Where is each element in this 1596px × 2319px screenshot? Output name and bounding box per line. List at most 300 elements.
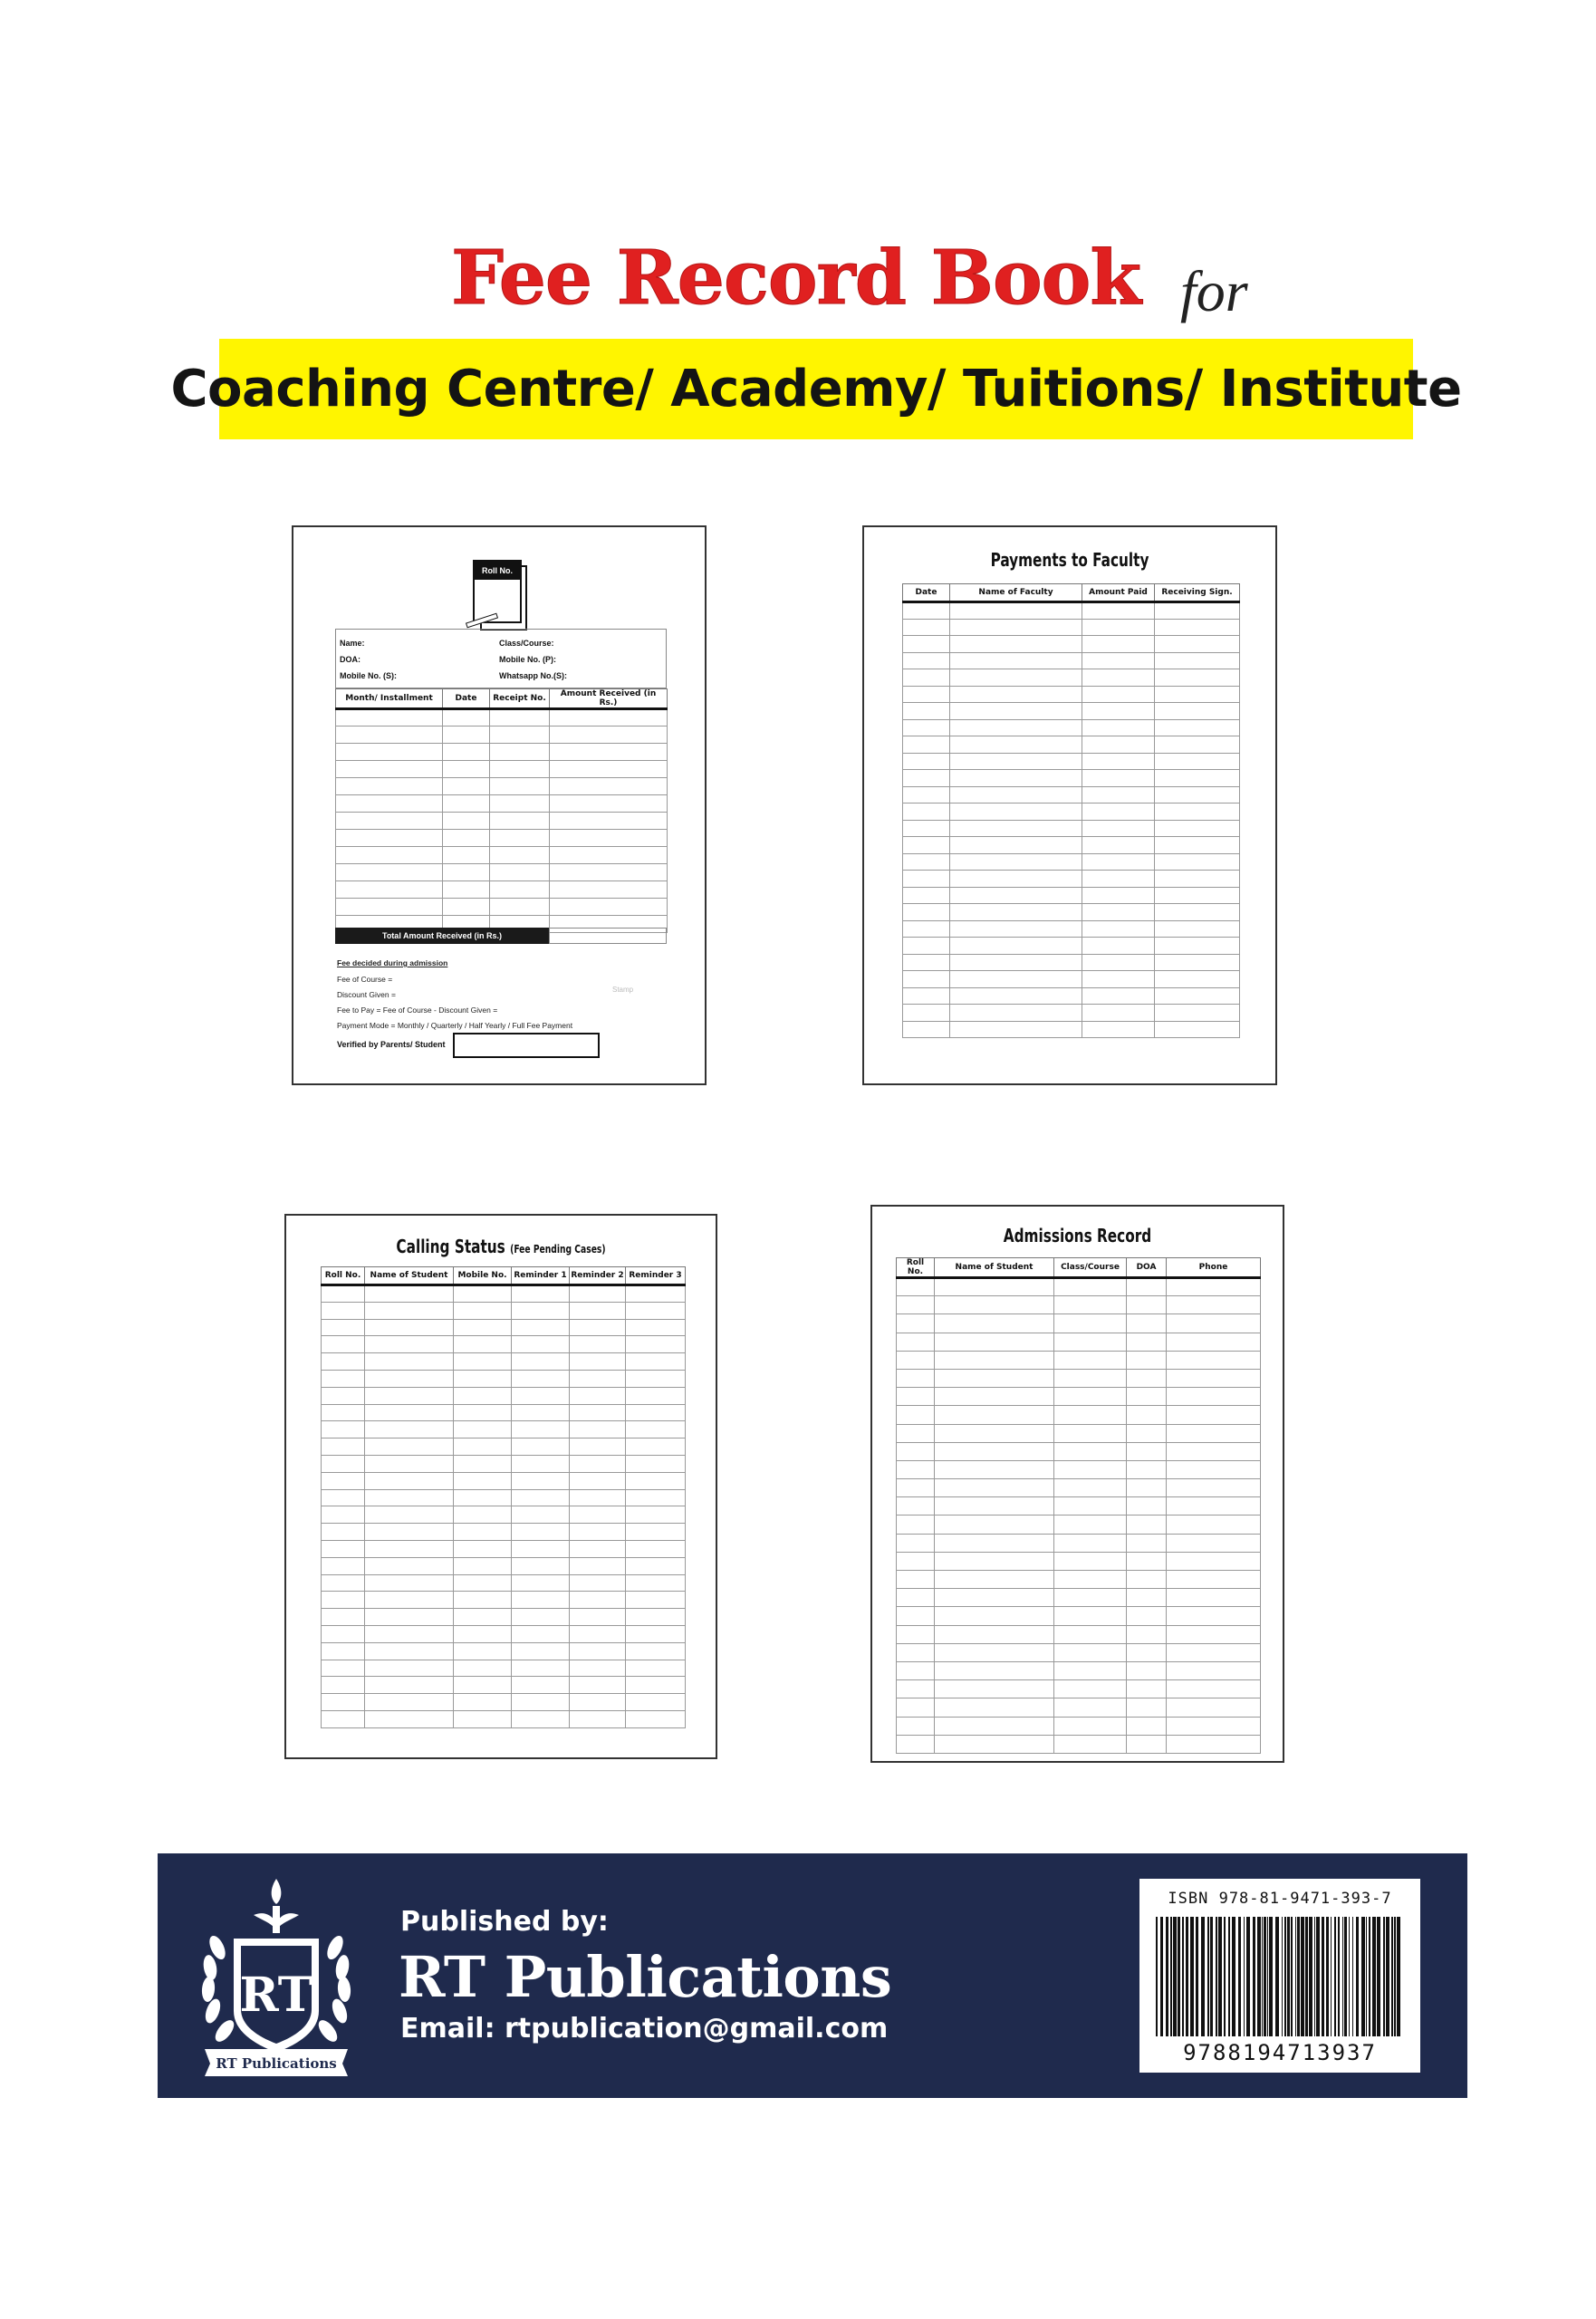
table-cell (570, 1302, 626, 1319)
table-cell (903, 686, 950, 703)
table-cell (903, 619, 950, 636)
column-header: Amount Paid (1082, 584, 1155, 602)
table-cell (454, 1472, 512, 1489)
table-cell (903, 669, 950, 687)
table-cell (1082, 820, 1155, 837)
table-cell (1127, 1479, 1167, 1497)
table-row (903, 686, 1240, 703)
payments-to-faculty-sample (862, 525, 1277, 1085)
table-cell (950, 871, 1082, 888)
table-cell (1127, 1424, 1167, 1442)
table-cell (570, 1387, 626, 1404)
table-cell (626, 1677, 686, 1694)
table-cell (1167, 1497, 1261, 1516)
table-row (903, 938, 1240, 955)
table-row (322, 1404, 686, 1421)
table-cell (570, 1524, 626, 1541)
table-row (903, 904, 1240, 921)
barcode-bar (1352, 1917, 1353, 2036)
table-cell (365, 1506, 454, 1524)
table-cell (1054, 1552, 1127, 1570)
table-cell (1155, 770, 1240, 787)
subtitle-banner (170, 339, 1462, 439)
table-cell (935, 1460, 1054, 1478)
table-cell (1054, 1661, 1127, 1679)
barcode-bar (1160, 1917, 1163, 2036)
table-cell (570, 1625, 626, 1642)
table-cell (1127, 1607, 1167, 1625)
table-cell (512, 1370, 570, 1387)
fee-notes-heading: Fee decided during admission (337, 958, 448, 967)
table-row (336, 709, 668, 726)
table-cell (903, 1005, 950, 1022)
table-cell (950, 920, 1082, 938)
table-cell (512, 1319, 570, 1336)
logo-caption: RT Publications (216, 2055, 337, 2072)
table-row (322, 1319, 686, 1336)
table-cell (570, 1353, 626, 1371)
table-cell (897, 1369, 935, 1387)
table-cell (570, 1285, 626, 1303)
table-row (897, 1625, 1261, 1643)
table-row (322, 1302, 686, 1319)
table-cell (1054, 1607, 1127, 1625)
table-cell (1167, 1479, 1261, 1497)
table-cell (336, 881, 443, 899)
table-cell (1082, 871, 1155, 888)
table-row (322, 1439, 686, 1456)
table-cell (950, 1021, 1082, 1038)
table-cell (322, 1642, 365, 1660)
table-cell (1167, 1333, 1261, 1351)
table-row (903, 971, 1240, 988)
table-cell (550, 761, 668, 778)
table-row (322, 1710, 686, 1727)
table-cell (1082, 803, 1155, 821)
table-cell (935, 1698, 1054, 1717)
table-cell (1167, 1552, 1261, 1570)
table-cell (322, 1319, 365, 1336)
table-cell (336, 709, 443, 726)
table-cell (490, 726, 550, 744)
table-cell (322, 1439, 365, 1456)
table-cell (365, 1642, 454, 1660)
table-row (897, 1333, 1261, 1351)
table-cell (626, 1404, 686, 1421)
table-cell (1155, 853, 1240, 871)
table-cell (443, 778, 490, 795)
table-cell (365, 1592, 454, 1609)
table-cell (336, 795, 443, 813)
table-cell (903, 853, 950, 871)
table-cell (1127, 1534, 1167, 1552)
table-row (897, 1296, 1261, 1314)
table-cell (322, 1404, 365, 1421)
table-cell (626, 1455, 686, 1472)
barcode-bar (1218, 1917, 1222, 2036)
table-cell (897, 1296, 935, 1314)
table-cell (1082, 938, 1155, 955)
admissions-record-sample (870, 1205, 1284, 1763)
table-cell (1155, 753, 1240, 770)
table-cell (365, 1302, 454, 1319)
table-cell (1155, 703, 1240, 720)
table-cell (897, 1424, 935, 1442)
table-cell (322, 1694, 365, 1711)
table-cell (897, 1552, 935, 1570)
table-cell (490, 709, 550, 726)
table-cell (454, 1592, 512, 1609)
table-cell (443, 830, 490, 847)
table-cell (1082, 719, 1155, 736)
table-row (322, 1336, 686, 1353)
table-cell (935, 1369, 1054, 1387)
roll-number-card-icon (473, 560, 529, 632)
table-cell (626, 1506, 686, 1524)
logo-monogram: RT (239, 1968, 313, 2023)
table-cell (903, 736, 950, 754)
table-row (322, 1421, 686, 1439)
sheet-title-text: Calling Status (396, 1236, 505, 1257)
barcode-bar (1356, 1917, 1359, 2036)
table-cell (897, 1698, 935, 1717)
table-cell (626, 1592, 686, 1609)
table-cell (626, 1302, 686, 1319)
table-cell (512, 1710, 570, 1727)
table-cell (1054, 1479, 1127, 1497)
table-row (903, 820, 1240, 837)
column-header: Class/Course (1054, 1258, 1127, 1278)
table-cell (1082, 686, 1155, 703)
sheet-title (319, 1236, 684, 1257)
table-cell (454, 1489, 512, 1506)
table-cell (1167, 1534, 1261, 1552)
table-cell (443, 899, 490, 916)
table-row (336, 795, 668, 813)
table-cell (1127, 1460, 1167, 1478)
verification-box (453, 1033, 600, 1058)
table-cell (365, 1404, 454, 1421)
table-row (903, 1021, 1240, 1038)
table-cell (1167, 1735, 1261, 1753)
table-row (322, 1353, 686, 1371)
table-row (322, 1540, 686, 1557)
table-cell (512, 1557, 570, 1574)
table-cell (1155, 686, 1240, 703)
table-cell (903, 820, 950, 837)
table-cell (443, 761, 490, 778)
table-row (322, 1642, 686, 1660)
table-cell (512, 1660, 570, 1677)
fee-note-line: Fee to Pay = Fee of Course - Discount Given = (337, 1006, 498, 1015)
column-header: Phone (1167, 1258, 1261, 1278)
sheet-title: Admissions Record (1003, 1225, 1152, 1246)
column-header: Mobile No. (454, 1267, 512, 1285)
table-row (322, 1574, 686, 1592)
table-cell (365, 1421, 454, 1439)
table-row (903, 920, 1240, 938)
table-cell (1127, 1625, 1167, 1643)
verified-label: Verified by Parents/ Student (337, 1040, 446, 1049)
table-row (322, 1506, 686, 1524)
barcode-bar (1224, 1917, 1226, 2036)
barcode-bar (1338, 1917, 1340, 2036)
barcode-bar (1386, 1917, 1389, 2036)
table-cell (512, 1642, 570, 1660)
table-row (322, 1694, 686, 1711)
table-cell (454, 1421, 512, 1439)
table-cell (626, 1472, 686, 1489)
table-cell (1167, 1717, 1261, 1735)
fee-installment-table (335, 688, 668, 933)
table-cell (1155, 837, 1240, 854)
table-row (897, 1497, 1261, 1516)
table-cell (1167, 1424, 1261, 1442)
table-cell (1155, 871, 1240, 888)
table-row (897, 1698, 1261, 1717)
table-cell (443, 744, 490, 761)
table-cell (322, 1285, 365, 1303)
table-cell (365, 1319, 454, 1336)
table-cell (950, 770, 1082, 787)
published-by-label: Published by: (400, 1906, 609, 1938)
table-cell (443, 847, 490, 864)
table-cell (365, 1336, 454, 1353)
table-cell (490, 830, 550, 847)
table-cell (454, 1557, 512, 1574)
table-cell (322, 1336, 365, 1353)
table-cell (1155, 904, 1240, 921)
table-cell (626, 1285, 686, 1303)
table-row (336, 813, 668, 830)
barcode-bar (1264, 1917, 1266, 2036)
table-cell (1155, 1005, 1240, 1022)
table-cell (1127, 1406, 1167, 1424)
column-header: Date (903, 584, 950, 602)
table-cell (1127, 1369, 1167, 1387)
table-cell (903, 753, 950, 770)
barcode-bar (1262, 1917, 1263, 2036)
table-cell (570, 1660, 626, 1677)
column-header: DOA (1127, 1258, 1167, 1278)
table-cell (950, 636, 1082, 653)
table-cell (950, 736, 1082, 754)
table-cell (1054, 1333, 1127, 1351)
table-cell (1054, 1625, 1127, 1643)
table-row (322, 1472, 686, 1489)
barcode-bar (1349, 1917, 1350, 2036)
table-cell (454, 1677, 512, 1694)
table-row (897, 1534, 1261, 1552)
table-cell (1082, 1021, 1155, 1038)
table-row (322, 1677, 686, 1694)
table-row (897, 1424, 1261, 1442)
table-cell (365, 1370, 454, 1387)
fee-note-line: Payment Mode = Monthly / Quarterly / Half Yearly / Full Fee Payment (337, 1021, 573, 1030)
barcode-bar (1326, 1917, 1329, 2036)
table-cell (903, 636, 950, 653)
table-cell (512, 1574, 570, 1592)
table-cell (490, 795, 550, 813)
table-cell (322, 1625, 365, 1642)
table-cell (903, 602, 950, 620)
barcode-bar (1305, 1917, 1308, 2036)
table-cell (935, 1333, 1054, 1351)
table-cell (443, 864, 490, 881)
table-cell (1082, 920, 1155, 938)
table-cell (512, 1455, 570, 1472)
table-cell (454, 1336, 512, 1353)
barcode-bar (1314, 1917, 1315, 2036)
barcode-bar (1334, 1917, 1336, 2036)
barcode-bar (1173, 1917, 1177, 2036)
table-cell (626, 1710, 686, 1727)
table-cell (903, 887, 950, 904)
table-cell (570, 1677, 626, 1694)
table-cell (1167, 1369, 1261, 1387)
table-cell (322, 1557, 365, 1574)
table-cell (365, 1387, 454, 1404)
table-cell (1127, 1296, 1167, 1314)
table-cell (1155, 1021, 1240, 1038)
calling-status-sample (284, 1214, 717, 1759)
table-cell (1127, 1571, 1167, 1589)
table-row (322, 1609, 686, 1626)
table-cell (903, 987, 950, 1005)
column-header: Month/ Installment (336, 689, 443, 709)
table-cell (950, 971, 1082, 988)
table-cell (1054, 1534, 1127, 1552)
table-cell (1082, 837, 1155, 854)
table-cell (935, 1351, 1054, 1369)
sheet-title: Payments to Faculty (990, 549, 1149, 571)
table-row (897, 1552, 1261, 1570)
table-cell (365, 1285, 454, 1303)
table-row (336, 847, 668, 864)
table-cell (365, 1710, 454, 1727)
table-cell (443, 795, 490, 813)
table-cell (950, 669, 1082, 687)
table-cell (454, 1694, 512, 1711)
table-cell (322, 1455, 365, 1472)
table-cell (365, 1609, 454, 1626)
table-cell (443, 709, 490, 726)
table-cell (1054, 1497, 1127, 1516)
table-cell (935, 1625, 1054, 1643)
barcode-bar (1275, 1917, 1279, 2036)
table-cell (1127, 1278, 1167, 1296)
table-cell (1054, 1643, 1127, 1661)
table-cell (1155, 786, 1240, 803)
table-cell (1082, 954, 1155, 971)
table-cell (897, 1661, 935, 1679)
table-row (322, 1489, 686, 1506)
table-cell (490, 813, 550, 830)
table-cell (322, 1387, 365, 1404)
table-cell (550, 830, 668, 847)
table-cell (1167, 1388, 1261, 1406)
table-cell (570, 1472, 626, 1489)
table-cell (365, 1472, 454, 1489)
table-cell (570, 1421, 626, 1439)
table-cell (1167, 1643, 1261, 1661)
column-header: Receiving Sign. (1155, 584, 1240, 602)
table-cell (512, 1677, 570, 1694)
table-cell (935, 1643, 1054, 1661)
table-cell (1155, 652, 1240, 669)
table-cell (897, 1625, 935, 1643)
table-cell (365, 1557, 454, 1574)
table-cell (512, 1336, 570, 1353)
barcode-bar (1253, 1917, 1255, 2036)
table-cell (1167, 1698, 1261, 1717)
table-cell (626, 1319, 686, 1336)
table-cell (490, 899, 550, 916)
table-row (897, 1643, 1261, 1661)
barcode-bar (1178, 1917, 1180, 2036)
table-cell (950, 820, 1082, 837)
table-cell (897, 1406, 935, 1424)
table-cell (1167, 1351, 1261, 1369)
table-cell (950, 719, 1082, 736)
table-cell (365, 1353, 454, 1371)
table-row (336, 761, 668, 778)
table-cell (322, 1506, 365, 1524)
table-cell (322, 1353, 365, 1371)
table-cell (322, 1660, 365, 1677)
table-cell (950, 938, 1082, 955)
table-row (897, 1571, 1261, 1589)
table-cell (626, 1557, 686, 1574)
table-cell (626, 1540, 686, 1557)
barcode-bar (1170, 1917, 1172, 2036)
fee-note-line: Discount Given = (337, 990, 396, 999)
table-cell (336, 847, 443, 864)
column-header: Name of Student (935, 1258, 1054, 1278)
table-row (903, 954, 1240, 971)
table-cell (454, 1540, 512, 1557)
table-cell (626, 1370, 686, 1387)
table-cell (1082, 987, 1155, 1005)
barcode-icon (1154, 1917, 1406, 2036)
barcode-bar (1394, 1917, 1396, 2036)
table-cell (570, 1489, 626, 1506)
table-row (897, 1717, 1261, 1735)
barcode-bar (1342, 1917, 1343, 2036)
table-cell (365, 1439, 454, 1456)
table-cell (443, 813, 490, 830)
table-cell (1082, 669, 1155, 687)
barcode-bar (1295, 1917, 1296, 2036)
table-cell (935, 1589, 1054, 1607)
table-cell (935, 1571, 1054, 1589)
table-cell (903, 837, 950, 854)
table-cell (1167, 1516, 1261, 1534)
table-cell (454, 1285, 512, 1303)
table-cell (935, 1278, 1054, 1296)
table-cell (935, 1424, 1054, 1442)
table-cell (626, 1421, 686, 1439)
table-cell (570, 1557, 626, 1574)
table-cell (950, 619, 1082, 636)
table-cell (454, 1642, 512, 1660)
column-header: Reminder 3 (626, 1267, 686, 1285)
barcode-bar (1201, 1917, 1205, 2036)
table-cell (1054, 1698, 1127, 1717)
table-cell (454, 1660, 512, 1677)
table-cell (1167, 1314, 1261, 1333)
table-cell (1127, 1717, 1167, 1735)
